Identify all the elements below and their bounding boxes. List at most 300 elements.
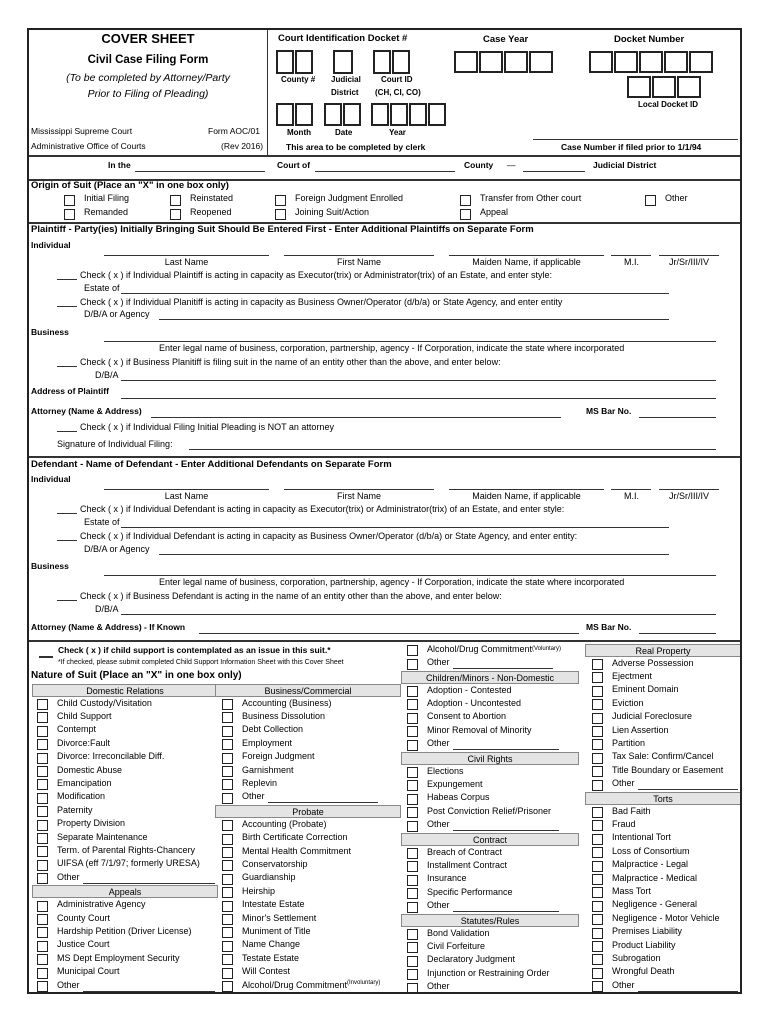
nature-checkbox[interactable] — [592, 834, 603, 845]
year-box-2[interactable] — [390, 103, 408, 126]
judicial-label: Judicial — [331, 75, 361, 84]
in-the-label: In the — [108, 160, 131, 170]
nature-checkbox[interactable] — [407, 969, 418, 980]
nature-checkbox[interactable] — [407, 902, 418, 913]
nature-item-uifsa-eff-7-1-97-formerly-uresa: UIFSA (eff 7/1/97; formerly URESA) — [57, 858, 200, 869]
col-first-name: First Name — [336, 257, 381, 267]
nature-checkbox[interactable] — [407, 956, 418, 967]
check-blank[interactable] — [57, 366, 77, 367]
nature-item-term-of-parental-rights-chancery: Term. of Parental Rights-Chancery — [57, 844, 196, 855]
nature-item-premises-liability: Premises Liability — [612, 926, 683, 937]
col-last-name: Last Name — [164, 491, 209, 501]
month-label: Month — [287, 128, 311, 137]
nature-checkbox[interactable] — [222, 981, 233, 992]
category-header-torts: Torts — [585, 792, 741, 805]
nature-checkbox[interactable] — [592, 901, 603, 912]
other-line[interactable] — [453, 830, 559, 831]
nature-checkbox[interactable] — [592, 699, 603, 710]
category-header-business-commercial: Business/Commercial — [215, 684, 401, 697]
nature-checkbox[interactable] — [37, 766, 48, 777]
nature-item-adoption-uncontested: Adoption - Uncontested — [427, 697, 522, 708]
nature-checkbox[interactable] — [222, 766, 233, 777]
defendant-business-label: Business — [31, 561, 69, 571]
signature-line[interactable] — [189, 449, 716, 450]
category-header-statutes-rules: Statutes/Rules — [401, 914, 579, 927]
origin-checkbox[interactable] — [275, 209, 286, 220]
nature-item-accounting-probate: Accounting (Probate) — [242, 818, 327, 829]
nature-item-other: Other — [427, 738, 450, 749]
nature-item-other: Other — [57, 871, 80, 882]
nature-checkbox[interactable] — [222, 712, 233, 723]
defendant-business-line[interactable] — [104, 575, 716, 576]
plaintiff-address-line[interactable] — [121, 398, 716, 399]
divider — [29, 155, 742, 157]
district-label: District — [331, 88, 359, 97]
nature-checkbox[interactable] — [37, 846, 48, 857]
check-blank[interactable] — [57, 513, 77, 514]
nature-checkbox[interactable] — [222, 847, 233, 858]
nature-item-alcohol-drug-commitment: Alcohol/Drug Commitment — [427, 644, 533, 654]
district-box[interactable] — [333, 50, 353, 74]
nature-title: Nature of Suit (Place an "X" in one box only) — [31, 670, 242, 681]
defendant-check-entity: Check ( x ) if Business Defendant is acting in the name of an entity other than the above, and enter below: — [80, 591, 502, 601]
plaintiff-attorney-line[interactable] — [151, 417, 561, 418]
nature-checkbox[interactable] — [222, 927, 233, 938]
nature-checkbox[interactable] — [222, 901, 233, 912]
nature-item-malpractice-medical: Malpractice - Medical — [612, 872, 698, 883]
nature-checkbox[interactable] — [37, 712, 48, 723]
nature-item-county-court: County Court — [57, 912, 111, 923]
category-header-real-property: Real Property — [585, 644, 741, 657]
nature-checkbox[interactable] — [222, 874, 233, 885]
plaintiff-business-line[interactable] — [104, 341, 716, 342]
nature-checkbox[interactable] — [37, 726, 48, 737]
month-box-1[interactable] — [276, 103, 294, 126]
nature-checkbox[interactable] — [407, 686, 418, 697]
nature-checkbox[interactable] — [407, 794, 418, 805]
nature-checkbox[interactable] — [37, 901, 48, 912]
col-mi: M.I. — [624, 491, 639, 501]
nature-item-justice-court: Justice Court — [57, 939, 110, 950]
docket-box-4[interactable] — [664, 51, 688, 73]
nature-item-replevin: Replevin — [242, 777, 278, 788]
nature-checkbox[interactable] — [407, 848, 418, 859]
defendant-first-name-line[interactable] — [284, 489, 434, 490]
nature-item-municipal-court: Municipal Court — [57, 966, 120, 977]
nature-checkbox[interactable] — [222, 753, 233, 764]
nature-item-alcohol-drug-commitment: Alcohol/Drug Commitment — [242, 979, 348, 990]
plaintiff-maiden-name-line[interactable] — [449, 255, 604, 256]
check-blank[interactable] — [57, 540, 77, 541]
plaintiff-ms-bar-line[interactable] — [639, 417, 716, 418]
col-suffix: Jr/Sr/III/IV — [668, 257, 709, 267]
month-box-2[interactable] — [295, 103, 313, 126]
local-docket-box-1[interactable] — [627, 76, 651, 98]
plaintiff-mi-line[interactable] — [611, 255, 651, 256]
nature-checkbox[interactable] — [592, 713, 603, 724]
nature-checkbox[interactable] — [592, 820, 603, 831]
nature-checkbox[interactable] — [592, 739, 603, 750]
docket-number-label: Docket Number — [614, 34, 685, 45]
dba-agency-label: D/B/A or Agency — [84, 544, 150, 554]
origin-title: Origin of Suit (Place an "X" in one box only) — [31, 180, 229, 191]
plaintiff-address-label: Address of Plaintiff — [31, 386, 109, 396]
nature-item-expungement: Expungement — [427, 778, 483, 789]
district-line[interactable] — [523, 171, 585, 172]
nature-item-elections: Elections — [427, 765, 464, 776]
nature-item-modification: Modification — [57, 791, 106, 802]
nature-item-name-change: Name Change — [242, 939, 301, 950]
nature-checkbox[interactable] — [407, 713, 418, 724]
nature-checkbox[interactable] — [407, 740, 418, 751]
nature-item-post-conviction-relief-prisoner: Post Conviction Relief/Prisoner — [427, 805, 552, 816]
nature-checkbox[interactable] — [592, 914, 603, 925]
nature-checkbox[interactable] — [407, 929, 418, 940]
category-header-appeals: Appeals — [32, 885, 218, 898]
origin-checkbox[interactable] — [64, 209, 75, 220]
case-year-box-3[interactable] — [504, 51, 528, 73]
defendant-maiden-name-line[interactable] — [449, 489, 604, 490]
nature-checkbox[interactable] — [222, 914, 233, 925]
nature-checkbox[interactable] — [222, 699, 233, 710]
dba-label: D/B/A — [95, 370, 119, 380]
category-header-domestic-relations: Domestic Relations — [32, 684, 218, 697]
local-docket-box-3[interactable] — [677, 76, 701, 98]
nature-item-negligence-motor-vehicle: Negligence - Motor Vehicle — [612, 912, 720, 923]
nature-checkbox[interactable] — [37, 793, 48, 804]
nature-item-accounting-business: Accounting (Business) — [242, 697, 332, 708]
nature-checkbox[interactable] — [407, 875, 418, 886]
nature-checkbox[interactable] — [407, 821, 418, 832]
nature-item-other: Other — [57, 979, 80, 990]
nature-checkbox[interactable] — [37, 699, 48, 710]
date-box-1[interactable] — [324, 103, 342, 126]
county-box-2[interactable] — [295, 50, 313, 74]
check-blank[interactable] — [57, 600, 77, 601]
nature-item-minor-removal-of-minority: Minor Removal of Minority — [427, 724, 532, 735]
nature-item-loss-of-consortium: Loss of Consortium — [612, 845, 690, 856]
other-line[interactable] — [83, 991, 215, 992]
nature-checkbox[interactable] — [407, 807, 418, 818]
check-blank[interactable] — [57, 431, 77, 432]
nature-checkbox[interactable] — [592, 672, 603, 683]
completion-note-1: (To be completed by Attorney/Party — [66, 72, 230, 84]
nature-item-divorce-irreconcilable-diff: Divorce: Irreconcilable Diff. — [57, 751, 165, 762]
nature-checkbox[interactable] — [37, 779, 48, 790]
nature-item-other: Other — [612, 778, 635, 789]
nature-checkbox[interactable] — [37, 833, 48, 844]
nature-checkbox[interactable] — [222, 860, 233, 871]
nature-checkbox[interactable] — [592, 686, 603, 697]
nature-item-other: Other — [427, 657, 450, 667]
plaintiff-individual-label: Individual — [31, 240, 71, 250]
nature-item-consent-to-abortion: Consent to Abortion — [427, 711, 507, 722]
nature-checkbox[interactable] — [222, 968, 233, 979]
clerk-area-label: This area to be completed by clerk — [286, 142, 426, 152]
nature-item-product-liability: Product Liability — [612, 939, 676, 950]
nature-checkbox[interactable] — [592, 874, 603, 885]
check-blank[interactable] — [57, 279, 77, 280]
nature-checkbox[interactable] — [592, 753, 603, 764]
nature-checkbox[interactable] — [37, 954, 48, 965]
nature-checkbox[interactable] — [592, 780, 603, 791]
court-name: Mississippi Supreme Court — [31, 126, 133, 136]
plaintiff-last-name-line[interactable] — [104, 255, 269, 256]
nature-item-tax-sale-confirm-cancel: Tax Sale: Confirm/Cancel — [612, 751, 714, 762]
case-number-note: Case Number if filed prior to 1/1/94 — [561, 142, 702, 152]
nature-item-employment: Employment — [242, 737, 293, 748]
nature-item-fraud: Fraud — [612, 818, 636, 829]
defendant-check-business: Check ( x ) if Individual Defendant is acting in capacity as Business Owner/Operator (d/b/a) or State Agency, and enter entity: — [80, 531, 578, 541]
docket-box-5[interactable] — [689, 51, 713, 73]
origin-checkbox[interactable] — [64, 195, 75, 206]
nature-item-wrongful-death: Wrongful Death — [612, 966, 675, 977]
child-support-check[interactable] — [39, 656, 53, 658]
category-header-contract: Contract — [401, 833, 579, 846]
nature-item-declaratory-judgment: Declaratory Judgment — [427, 954, 516, 965]
origin-checkbox[interactable] — [645, 195, 656, 206]
court-id-label-2: Court ID — [381, 75, 413, 84]
nature-item-mental-health-commitment: Mental Health Commitment — [242, 845, 352, 856]
nature-item-other: Other — [612, 979, 635, 990]
year-box-1[interactable] — [371, 103, 389, 126]
defendant-suffix-line[interactable] — [659, 489, 719, 490]
nature-checkbox[interactable] — [222, 954, 233, 965]
col-maiden-name: Maiden Name, if applicable — [472, 257, 581, 267]
voluntary-note: (Voluntary) — [532, 646, 562, 652]
nature-item-bond-validation: Bond Validation — [427, 927, 490, 938]
nature-checkbox[interactable] — [407, 645, 418, 656]
other-line[interactable] — [453, 911, 559, 912]
nature-item-ejectment: Ejectment — [612, 670, 653, 681]
check-blank[interactable] — [57, 306, 77, 307]
nature-item-eminent-domain: Eminent Domain — [612, 684, 679, 695]
nature-checkbox[interactable] — [407, 861, 418, 872]
nature-checkbox[interactable] — [222, 793, 233, 804]
nature-item-other: Other — [242, 791, 265, 802]
nature-checkbox[interactable] — [222, 726, 233, 737]
nature-item-other: Other — [427, 819, 450, 830]
origin-label: Other — [665, 193, 688, 203]
case-year-box-1[interactable] — [454, 51, 478, 73]
docket-box-1[interactable] — [589, 51, 613, 73]
nature-checkbox[interactable] — [37, 739, 48, 750]
nature-checkbox[interactable] — [37, 981, 48, 992]
origin-label: Appeal — [480, 207, 509, 217]
col-mi: M.I. — [624, 257, 639, 267]
nature-checkbox[interactable] — [592, 941, 603, 952]
court-id-label: Court Identification Docket # — [278, 33, 408, 44]
estate-of-line[interactable] — [121, 293, 669, 294]
nature-checkbox[interactable] — [407, 888, 418, 899]
child-support-note: *If checked, please submit completed Child Support Information Sheet with this Cover Sheet — [58, 659, 344, 666]
year-box-3[interactable] — [409, 103, 427, 126]
dba-agency-line[interactable] — [159, 319, 669, 320]
docket-box-3[interactable] — [639, 51, 663, 73]
nature-item-administrative-agency: Administrative Agency — [57, 899, 146, 910]
nature-item-birth-certificate-correction: Birth Certificate Correction — [242, 832, 348, 843]
nature-checkbox[interactable] — [592, 847, 603, 858]
court-id-box-1[interactable] — [373, 50, 391, 74]
nature-checkbox[interactable] — [222, 834, 233, 845]
nature-checkbox[interactable] — [592, 928, 603, 939]
origin-checkbox[interactable] — [170, 195, 181, 206]
nature-item-adverse-possession: Adverse Possession — [612, 657, 694, 668]
col-last-name: Last Name — [164, 257, 209, 267]
nature-item-mass-tort: Mass Tort — [612, 885, 651, 896]
category-header-civil-rights: Civil Rights — [401, 752, 579, 765]
nature-checkbox[interactable] — [407, 780, 418, 791]
origin-label: Joining Suit/Action — [295, 207, 370, 217]
date-box-2[interactable] — [343, 103, 361, 126]
defendant-title: Defendant - Name of Defendant - Enter Additional Defendants on Separate Form — [31, 459, 392, 470]
nature-item-separate-maintenance: Separate Maintenance — [57, 831, 148, 842]
form-number: Form AOC/01 — [208, 126, 260, 136]
nature-item-other: Other — [427, 900, 450, 911]
nature-checkbox[interactable] — [37, 820, 48, 831]
nature-checkbox[interactable] — [407, 659, 418, 670]
origin-label: Initial Filing — [84, 193, 130, 203]
nature-checkbox[interactable] — [37, 860, 48, 871]
court-of-label: Court of — [277, 160, 311, 170]
child-support-label: Check ( x ) if child support is contemplated as an issue in this suit.* — [58, 645, 331, 655]
court-of-line[interactable] — [315, 171, 455, 172]
nature-item-muniment-of-title: Muniment of Title — [242, 925, 311, 936]
nature-checkbox[interactable] — [37, 968, 48, 979]
nature-item-negligence-general: Negligence - General — [612, 899, 698, 910]
nature-checkbox[interactable] — [37, 753, 48, 764]
nature-item-intentional-tort: Intentional Tort — [612, 832, 671, 843]
defendant-ms-bar-line[interactable] — [639, 633, 716, 634]
estate-of-label: Estate of — [84, 283, 120, 293]
origin-checkbox[interactable] — [275, 195, 286, 206]
nature-checkbox[interactable] — [407, 942, 418, 953]
form-title: COVER SHEET — [101, 31, 195, 46]
nature-checkbox[interactable] — [407, 767, 418, 778]
revision: (Rev 2016) — [221, 141, 264, 151]
business-hint: Enter legal name of business, corporation, partnership, agency - If Corporation, indicate the state where incorporated — [159, 343, 625, 353]
header-divider — [267, 30, 268, 157]
nature-checkbox[interactable] — [407, 699, 418, 710]
nature-item-heirship: Heirship — [242, 885, 276, 896]
local-docket-box-2[interactable] — [652, 76, 676, 98]
docket-box-2[interactable] — [614, 51, 638, 73]
court-id-box-2[interactable] — [392, 50, 410, 74]
case-year-label: Case Year — [483, 34, 529, 45]
county-box-1[interactable] — [276, 50, 294, 74]
nature-item-domestic-abuse: Domestic Abuse — [57, 764, 123, 775]
nature-item-civil-forfeiture: Civil Forfeiture — [427, 940, 486, 951]
nature-item-insurance: Insurance — [427, 873, 467, 884]
nature-checkbox[interactable] — [37, 927, 48, 938]
nature-item-judicial-foreclosure: Judicial Foreclosure — [612, 711, 693, 722]
col-maiden-name: Maiden Name, if applicable — [472, 491, 581, 501]
nature-item-breach-of-contract: Breach of Contract — [427, 846, 503, 857]
defendant-attorney-label: Attorney (Name & Address) - If Known — [31, 622, 186, 632]
other-line[interactable] — [453, 992, 559, 993]
divider — [29, 456, 742, 458]
nature-item-lien-assertion: Lien Assertion — [612, 724, 669, 735]
nature-item-ms-dept-employment-security: MS Dept Employment Security — [57, 952, 180, 963]
nature-checkbox[interactable] — [37, 914, 48, 925]
plaintiff-title: Plaintiff - Party(ies) Initially Bringing Suit Should Be Entered First - Enter Additional Plaintiffs on Separate Form — [31, 224, 534, 235]
other-line[interactable] — [453, 668, 553, 669]
nature-checkbox[interactable] — [592, 954, 603, 965]
other-line[interactable] — [453, 749, 559, 750]
involuntary-note: (Involuntary) — [347, 980, 381, 986]
defendant-attorney-line[interactable] — [199, 633, 579, 634]
nature-checkbox[interactable] — [222, 820, 233, 831]
nature-checkbox[interactable] — [222, 779, 233, 790]
other-line[interactable] — [268, 802, 378, 803]
dba-line[interactable] — [121, 614, 716, 615]
plaintiff-suffix-line[interactable] — [659, 255, 719, 256]
defendant-individual-label: Individual — [31, 474, 71, 484]
nature-checkbox[interactable] — [592, 766, 603, 777]
nature-checkbox[interactable] — [37, 941, 48, 952]
other-line[interactable] — [638, 789, 738, 790]
defendant-last-name-line[interactable] — [104, 489, 269, 490]
not-attorney-check: Check ( x ) if Individual Filing Initial Pleading is NOT an attorney — [80, 422, 334, 432]
estate-of-label: Estate of — [84, 517, 120, 527]
nature-checkbox[interactable] — [592, 981, 603, 992]
origin-checkbox[interactable] — [460, 195, 471, 206]
other-line[interactable] — [638, 991, 738, 992]
dba-label: D/B/A — [95, 604, 119, 614]
plaintiff-check-entity: Check ( x ) if Business Planitiff is filing suit in the name of an entity other than the above, and enter below: — [80, 357, 501, 367]
year-box-4[interactable] — [428, 103, 446, 126]
nature-checkbox[interactable] — [222, 739, 233, 750]
cover-sheet-form — [27, 28, 742, 994]
nature-item-malpractice-legal: Malpractice - Legal — [612, 859, 689, 870]
judicial-district-label: Judicial District — [593, 160, 657, 170]
nature-checkbox[interactable] — [407, 983, 418, 994]
nature-checkbox[interactable] — [592, 807, 603, 818]
origin-checkbox[interactable] — [460, 209, 471, 220]
other-line[interactable] — [83, 883, 215, 884]
estate-of-line[interactable] — [121, 527, 669, 528]
nature-checkbox[interactable] — [592, 968, 603, 979]
nature-item-child-support: Child Support — [57, 710, 112, 721]
nature-item-garnishment: Garnishment — [242, 764, 294, 775]
case-year-box-2[interactable] — [479, 51, 503, 73]
nature-checkbox[interactable] — [407, 726, 418, 737]
category-header-children-minors-non-domestic: Children/Minors - Non-Domestic — [401, 671, 579, 684]
case-year-box-4[interactable] — [529, 51, 553, 73]
defendant-mi-line[interactable] — [611, 489, 651, 490]
county-no-label: County # — [281, 75, 316, 84]
dba-line[interactable] — [121, 380, 716, 381]
in-the-line[interactable] — [135, 171, 265, 172]
nature-checkbox[interactable] — [592, 887, 603, 898]
nature-checkbox[interactable] — [222, 941, 233, 952]
category-header-probate: Probate — [215, 805, 401, 818]
nature-checkbox[interactable] — [222, 887, 233, 898]
nature-checkbox[interactable] — [37, 806, 48, 817]
completion-note-2: Prior to Filing of Pleading) — [87, 88, 209, 100]
dba-agency-line[interactable] — [159, 554, 669, 555]
nature-item-divorce-fault: Divorce:Fault — [57, 737, 111, 748]
nature-checkbox[interactable] — [37, 873, 48, 884]
origin-checkbox[interactable] — [170, 209, 181, 220]
nature-checkbox[interactable] — [592, 659, 603, 670]
nature-item-contempt: Contempt — [57, 724, 97, 735]
nature-checkbox[interactable] — [592, 726, 603, 737]
nature-item-business-dissolution: Business Dissolution — [242, 710, 326, 721]
plaintiff-first-name-line[interactable] — [284, 255, 434, 256]
nature-item-intestate-estate: Intestate Estate — [242, 899, 305, 910]
nature-checkbox[interactable] — [592, 861, 603, 872]
